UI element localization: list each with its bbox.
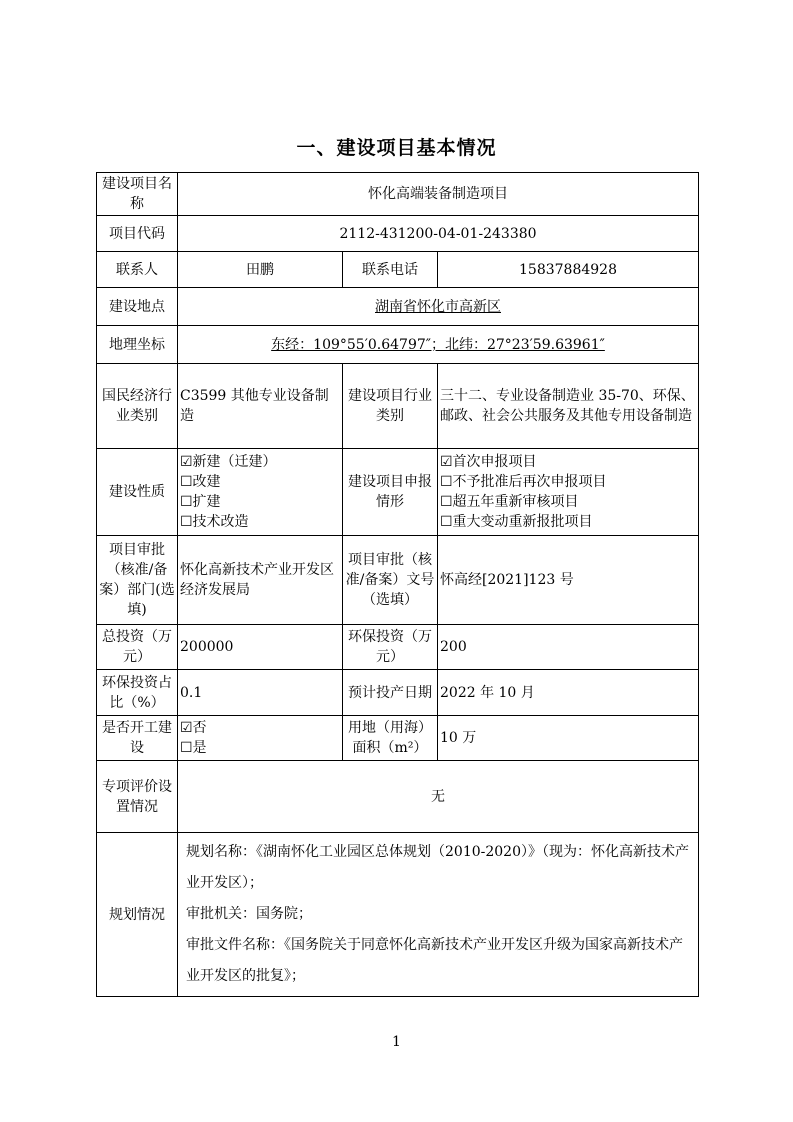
row-contact xyxy=(97,252,699,288)
label-land-area: 用地（用海）面积（m²） xyxy=(343,716,438,761)
label-project-code: 项目代码 xyxy=(97,216,178,252)
value-env-ratio: 0.1 xyxy=(178,670,343,716)
planning-document: 审批文件名称：《国务院关于同意怀化高新技术产业开发区升级为国家高新技术产业开发区的批复》； xyxy=(186,937,683,984)
value-special-eval: 无 xyxy=(178,761,699,833)
label-location: 建设地点 xyxy=(97,288,178,326)
label-filing-case: 建设项目申报情形 xyxy=(343,449,438,536)
value-total-investment: 200000 xyxy=(178,625,343,670)
value-contact: 田鹏 xyxy=(178,252,343,288)
row-approval xyxy=(97,536,699,625)
label-special-eval: 专项评价设置情况 xyxy=(97,761,178,833)
label-phone: 联系电话 xyxy=(343,252,438,288)
planning-content xyxy=(178,833,699,997)
checkbox-expand: ☐扩建 xyxy=(180,494,221,510)
label-industry: 国民经济行业类别 xyxy=(97,364,178,449)
row-project-code xyxy=(97,216,699,252)
label-planning: 规划情况 xyxy=(97,833,178,997)
value-industry: C3599 其他专业设备制造 xyxy=(178,364,343,449)
value-land-area: 10 万 xyxy=(438,716,699,761)
value-production-date: 2022 年 10 月 xyxy=(438,670,699,716)
checkbox-refiling: ☐不予批准后再次申报项目 xyxy=(440,474,607,490)
value-phone: 15837884928 xyxy=(438,252,699,288)
row-nature xyxy=(97,449,699,536)
value-project-industry: 三十二、专业设备制造业 35-70、环保、邮政、社会公共服务及其他专用设备制造 xyxy=(438,364,699,449)
label-contact: 联系人 xyxy=(97,252,178,288)
label-project-industry: 建设项目行业类别 xyxy=(343,364,438,449)
label-env-ratio: 环保投资占比（%） xyxy=(97,670,178,716)
label-started: 是否开工建设 xyxy=(97,716,178,761)
row-location xyxy=(97,288,699,326)
planning-name: 规划名称：《湖南怀化工业园区总体规划（2010-2020）》（现为：怀化高新技术产业开发区）； xyxy=(186,844,689,891)
planning-authority: 审批机关：国务院； xyxy=(186,906,312,922)
project-info-table xyxy=(96,172,699,997)
label-approval-dept: 项目审批（核准/备案）部门(选填) xyxy=(97,536,178,625)
label-total-investment: 总投资（万元） xyxy=(97,625,178,670)
value-approval-dept: 怀化高新技术产业开发区经济发展局 xyxy=(178,536,343,625)
label-production-date: 预计投产日期 xyxy=(343,670,438,716)
label-approval-no: 项目审批（核准/备案）文号（选填） xyxy=(343,536,438,625)
checkbox-started: ☐是 xyxy=(180,740,207,756)
page-number: 1 xyxy=(392,1034,401,1050)
checkbox-first-filing: ☑首次申报项目 xyxy=(440,454,537,470)
value-approval-no: 怀高经[2021]123 号 xyxy=(438,536,699,625)
value-project-code: 2112-431200-04-01-243380 xyxy=(178,216,699,252)
row-investment xyxy=(97,625,699,670)
row-started xyxy=(97,716,699,761)
row-special xyxy=(97,761,699,833)
label-coords: 地理坐标 xyxy=(97,326,178,364)
checkbox-new-build: ☑新建（迁建） xyxy=(180,454,277,470)
label-nature: 建设性质 xyxy=(97,449,178,536)
section-title: 一、建设项目基本情况 xyxy=(296,137,497,159)
row-ratio xyxy=(97,670,699,716)
value-location: 湖南省怀化市高新区 xyxy=(375,298,501,315)
value-coords: 东经：109°55′0.64797″；北纬：27°23′59.63961″ xyxy=(271,336,605,353)
checkbox-tech-upgrade: ☐技术改造 xyxy=(180,514,249,530)
row-project-name xyxy=(97,173,699,216)
checkbox-five-year-review: ☐超五年重新审核项目 xyxy=(440,494,579,510)
checkbox-rebuild: ☐改建 xyxy=(180,474,221,490)
filing-options xyxy=(438,449,699,536)
started-options xyxy=(178,716,343,761)
value-env-investment: 200 xyxy=(438,625,699,670)
label-env-investment: 环保投资（万元） xyxy=(343,625,438,670)
row-industry xyxy=(97,364,699,449)
nature-options xyxy=(178,449,343,536)
checkbox-major-change: ☐重大变动重新报批项目 xyxy=(440,514,593,530)
row-coords xyxy=(97,326,699,364)
label-project-name: 建设项目名称 xyxy=(97,173,178,216)
value-project-name: 怀化高端装备制造项目 xyxy=(178,173,699,216)
checkbox-not-started: ☑否 xyxy=(180,720,207,736)
row-planning xyxy=(97,833,699,997)
